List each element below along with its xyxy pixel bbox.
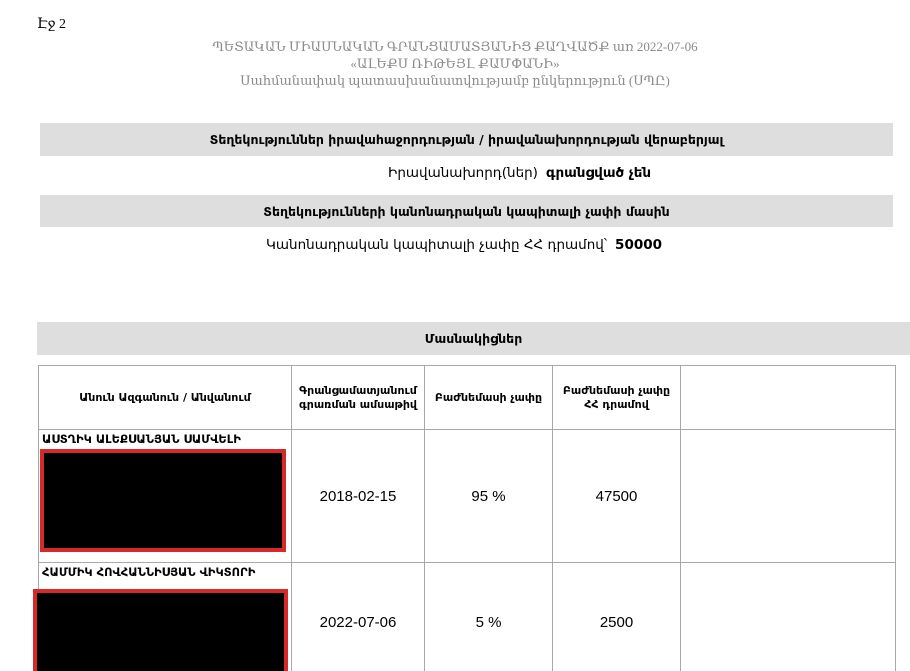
table-header-row (39, 366, 896, 430)
successor-section-heading: Տեղեկություններ իրավահաջորդության / իրավանախորդության վերաբերյալ (40, 123, 893, 156)
column-header-empty (681, 366, 896, 430)
capital-value: 50000 (615, 237, 663, 253)
table-row (39, 430, 896, 563)
participant-empty-cell (681, 563, 896, 671)
capital-line (266, 237, 662, 253)
company-type: Սահմանափակ պատասխանատվությամբ ընկերություն (ՍՊԸ) (240, 73, 670, 88)
column-header-date: Գրանցամատյանում գրառման ամսաթիվ (292, 366, 425, 430)
participants-section-heading: Մասնակիցներ (37, 322, 910, 355)
successor-label: Իրավանախորդ(ներ) (388, 165, 538, 181)
participant-empty-cell (681, 430, 896, 563)
successor-line (388, 165, 651, 181)
participant-amount: 47500 (553, 430, 681, 563)
table-row (39, 563, 896, 671)
participant-share: 5 % (425, 563, 553, 671)
company-name: «ԱԼԵՔՍ ՌԻԹԵՅԼ ՔԱՄՓԱՆԻ» (350, 56, 560, 71)
participant-date: 2022-07-06 (292, 563, 425, 671)
redaction-box (40, 449, 286, 552)
column-header-amount: Բաժնեմասի չափը ՀՀ դրամով (553, 366, 681, 430)
participant-amount: 2500 (553, 563, 681, 671)
column-header-share: Բաժնեմասի չափը (425, 366, 553, 430)
participant-date: 2018-02-15 (292, 430, 425, 563)
participant-name: ՀԱՄՄԻԿ ՀՈՎՀԱՆՆԻՍՅԱՆ ՎԻԿՏՈՐԻ (42, 565, 256, 579)
participant-share: 95 % (425, 430, 553, 563)
column-header-name: Անուն Ազգանուն / Անվանում (39, 366, 292, 430)
participant-name-cell (39, 563, 292, 671)
participant-name-cell (39, 430, 292, 563)
participants-table (38, 365, 896, 671)
redaction-box (33, 589, 288, 671)
capital-label: Կանոնադրական կապիտալի չափը ՀՀ դրամով՝ (266, 237, 608, 253)
page-number: Էջ 2 (37, 17, 67, 32)
participant-name: ԱՍՏՂԻԿ ԱԼԵՔՍԱՆՅԱՆ ՍԱՄՎԵԼԻ (42, 432, 241, 446)
registry-header (0, 38, 910, 89)
capital-section-heading: Տեղեկությունների կանոնադրական կապիտալի չափի մասին (40, 195, 893, 227)
successor-value: գրանցված չեն (545, 165, 652, 181)
registry-title: ՊԵՏԱԿԱՆ ՄԻԱՍՆԱԿԱՆ ԳՐԱՆՑԱՄԱՏՅԱՆԻՑ ՔԱՂՎԱԾՔ առ 2022-07-06 (212, 39, 698, 54)
